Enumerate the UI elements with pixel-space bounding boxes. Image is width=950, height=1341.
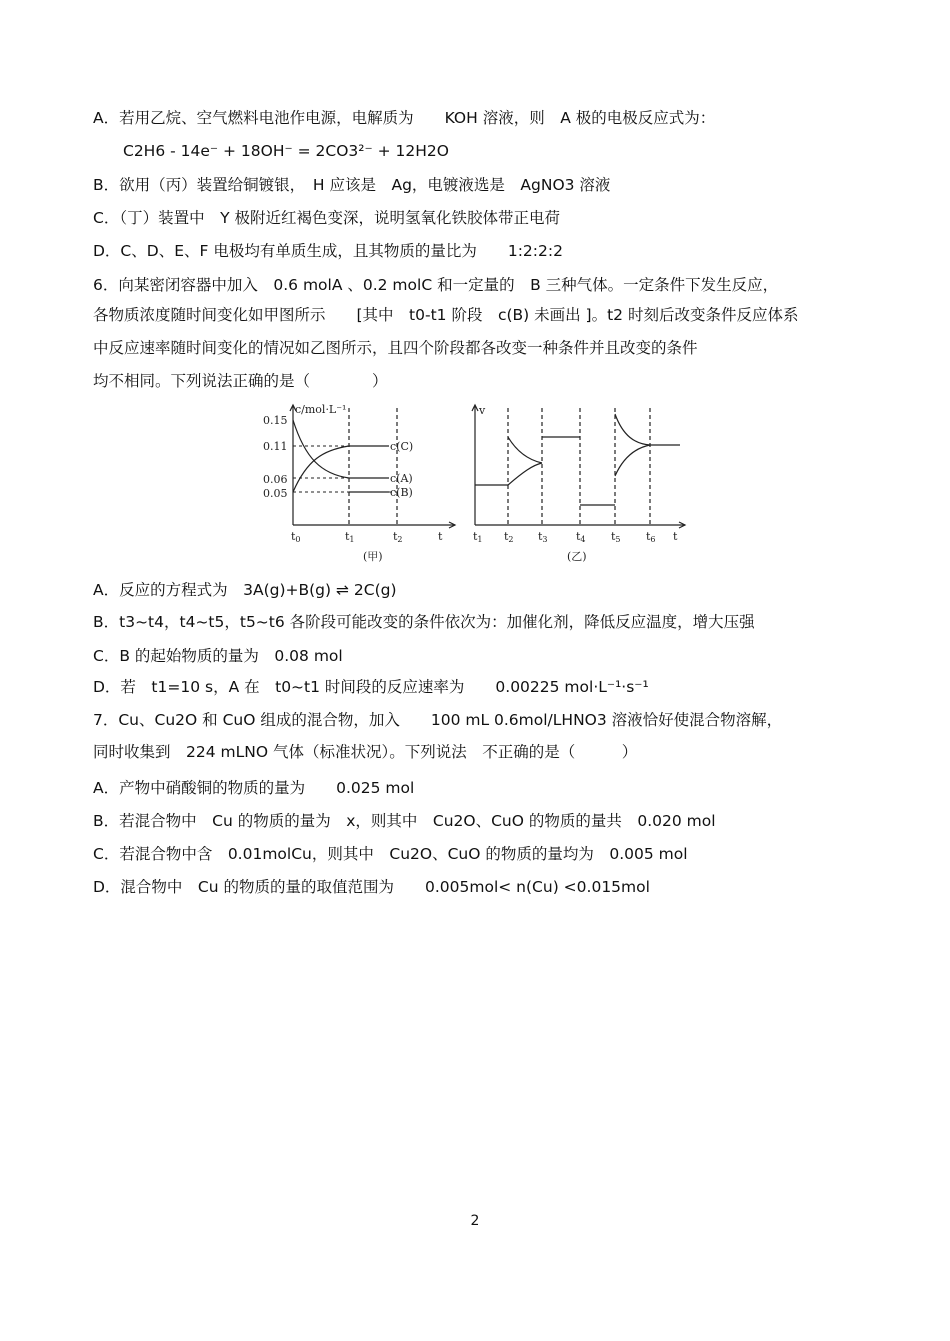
- yi-xtick-t2: t2: [504, 530, 514, 544]
- q6-stem-line3: 中反应速率随时间变化的情况如乙图所示，且四个阶段都各改变一种条件并且改变的条件: [93, 339, 698, 357]
- page-number: 2: [470, 1213, 480, 1229]
- chart-jia: [290, 405, 455, 528]
- q7-stem-line2: 同时收集到 224 mLNO 气体（标准状况）。下列说法 不正确的是（ ）: [93, 743, 638, 761]
- q7-stem-line1: 7．Cu、Cu2O 和 CuO 组成的混合物，加入 100 mL 0.6mol/LHNO3 溶液恰好使混合物溶解，: [93, 711, 783, 729]
- q5-option-d: D．C、D、E、F 电极均有单质生成，且其物质的量比为 1:2:2:2: [93, 242, 563, 260]
- q6-figure: [255, 400, 695, 569]
- jia-y-axis-label: c/mol·L⁻¹: [295, 403, 347, 416]
- jia-ytick-0.11: 0.11: [263, 440, 288, 453]
- q6-stem-line4: 均不相同。下列说法正确的是（ ）: [93, 372, 388, 390]
- jia-xtick-t2: t2: [393, 530, 403, 544]
- yi-title: (乙): [567, 550, 587, 563]
- jia-label-a: c(A): [390, 472, 413, 485]
- q6-stem-line2: 各物质浓度随时间变化如甲图所示 [其中 t0-t1 阶段 c(B) 未画出 ]。t2 时刻后改变条件反应体系: [93, 306, 799, 324]
- q6-stem-line1: 6．向某密闭容器中加入 0.6 molA 、0.2 molC 和一定量的 B 三种气体。一定条件下发生反应，: [93, 276, 779, 294]
- yi-xtick-t4: t4: [576, 530, 586, 544]
- jia-xtick-t0: t0: [291, 530, 301, 544]
- q6-option-b: B．t3~t4，t4~t5，t5~t6 各阶段可能改变的条件依次为：加催化剂，降低反应温度，增大压强: [93, 613, 755, 631]
- q7-option-d: D．混合物中 Cu 的物质的量的取值范围为 0.005mol< n(Cu) <0.015mol: [93, 878, 650, 896]
- jia-curve-a: [293, 420, 389, 478]
- yi-xtick-t1: t1: [473, 530, 483, 544]
- yi-xtick-t5: t5: [611, 530, 621, 544]
- yi-segment-2b: [508, 437, 542, 463]
- jia-xtick-t1: t1: [345, 530, 355, 544]
- yi-y-axis-label: v: [479, 404, 486, 417]
- yi-segment-5a: [615, 414, 650, 445]
- q5-option-c: C．（丁）装置中 Y 极附近红褐色变深，说明氢氧化铁胶体带正电荷: [93, 209, 560, 227]
- jia-ytick-0.05: 0.05: [263, 487, 288, 500]
- yi-x-axis-label: t: [673, 530, 678, 543]
- q7-option-b: B．若混合物中 Cu 的物质的量为 x，则其中 Cu2O、CuO 的物质的量共 0.020 mol: [93, 812, 716, 830]
- q6-option-a: A．反应的方程式为 3A(g)+B(g) ⇌ 2C(g): [93, 581, 397, 599]
- yi-xtick-t3: t3: [538, 530, 548, 544]
- jia-ytick-0.06: 0.06: [263, 473, 288, 486]
- yi-segment-2a: [508, 463, 542, 485]
- jia-x-axis-label: t: [438, 530, 443, 543]
- yi-segment-5b: [615, 445, 650, 476]
- q7-option-c: C．若混合物中含 0.01molCu，则其中 Cu2O、CuO 的物质的量均为 0.005 mol: [93, 845, 688, 863]
- q5-option-a-line1: A．若用乙烷、空气燃料电池作电源，电解质为 KOH 溶液，则 A 极的电极反应式为：: [93, 109, 716, 127]
- jia-ytick-0.15: 0.15: [263, 414, 288, 427]
- q6-option-c: C．B 的起始物质的量为 0.08 mol: [93, 647, 343, 665]
- yi-xtick-t6: t6: [646, 530, 656, 544]
- q7-option-a: A．产物中硝酸铜的物质的量为 0.025 mol: [93, 779, 415, 797]
- q5-option-a-equation: C2H6 - 14e⁻ + 18OH⁻ = 2CO3²⁻ + 12H2O: [123, 142, 449, 160]
- chart-yi: [472, 405, 685, 528]
- q6-option-d: D．若 t1=10 s，A 在 t0~t1 时间段的反应速率为 0.00225 mol·L⁻¹·s⁻¹: [93, 678, 649, 696]
- q5-option-b: B．欲用（丙）装置给铜镀银， H 应该是 Ag，电镀液选是 AgNO3 溶液: [93, 176, 611, 194]
- jia-label-c: c(C): [390, 440, 414, 453]
- jia-title: (甲): [363, 550, 383, 563]
- jia-label-b: c(B): [390, 486, 413, 499]
